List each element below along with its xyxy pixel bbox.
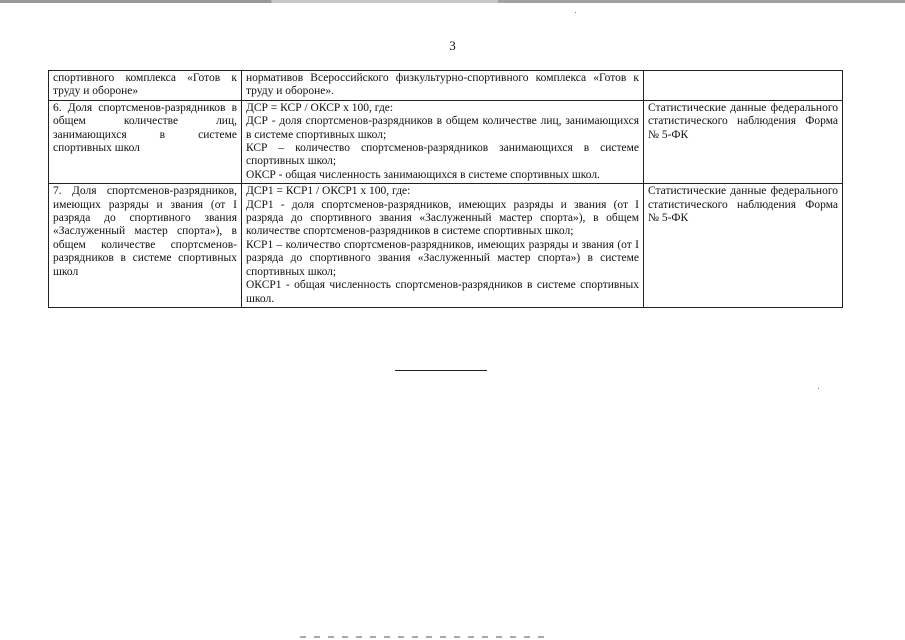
source-text: Статистические данные федерального статистического наблюдения Форма № 5-ФК [648,101,838,141]
scan-speck [575,12,576,13]
scan-edge-bottom [300,636,550,638]
formula-cell [242,184,644,308]
table-row [49,184,843,308]
indicator-text: Доля спортсменов-разрядников, имеющих разряды и звания (от I разряда до спортивного звания «Заслуженный мастер спорта»), в общем количестве спортсменов-разрядников в системе спортивных школ [53,185,237,278]
formula-line: ДСР - доля спортсменов-разрядников в общем количестве лиц, занимающихся в системе спортивных школ; [246,115,639,141]
formula-cell [242,100,644,183]
table-row [49,100,843,183]
scan-edge-top [0,0,905,3]
indicator-text: спортивного комплекса «Готов к труду и обороне» [53,72,237,98]
end-of-table-rule [395,370,487,371]
formula-line: ДСР = КСР / ОКСР х 100, где: [246,101,394,114]
source-cell [644,184,843,308]
row-number: 7. [53,185,62,198]
indicator-cell [49,71,242,101]
formula-line: ОКСР1 - общая численность спортсменов-разрядников в системе спортивных школ. [246,279,639,305]
table-row [49,71,843,101]
indicator-cell [49,184,242,308]
indicator-block [53,185,237,279]
formula-line: КСР – количество спортсменов-разрядников занимающихся в системе спортивных школ; [246,142,639,168]
indicator-block [53,102,237,156]
formula-line: ОКСР - общая численность занимающихся в системе спортивных школ. [246,168,600,181]
formula-line: ДСР1 = КСР1 / ОКСР1 х 100, где: [246,185,411,198]
indicator-cell [49,100,242,183]
formula-line: КСР1 – количество спортсменов-разрядников, имеющих разряды и звания (от I разряда до спортивного звания «Заслуженный мастер спорта») в системе спортивных школ; [246,238,639,278]
indicator-text: Доля спортсменов-разрядников в общем количестве лиц, занимающихся в системе спортивных школ [53,101,237,155]
formula-line: нормативов Всероссийского физкультурно-спортивного комплекса «Готов к труду и обороне». [246,72,639,98]
source-cell [644,71,843,101]
page-number: 3 [449,38,456,53]
source-text: Статистические данные федерального статистического наблюдения Форма № 5-ФК [648,185,838,225]
scan-speck [818,388,819,389]
row-number: 6. [53,101,62,114]
formula-cell [242,71,644,101]
indicators-table [48,70,843,308]
source-cell [644,100,843,183]
formula-line: ДСР1 - доля спортсменов-разрядников, имеющих разряды и звания (от I разряда до спортивного звания «Заслуженный мастер спорта»), в общем количестве спортсменов-разрядников в системе спортивных школ; [246,198,639,238]
